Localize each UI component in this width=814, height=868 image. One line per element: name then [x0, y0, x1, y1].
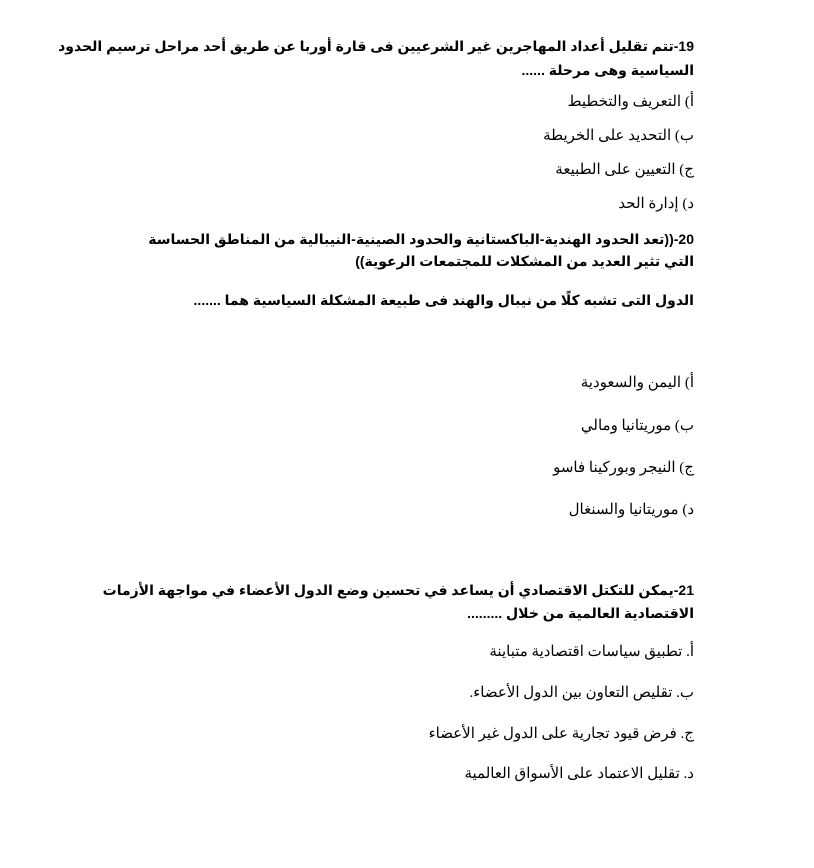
q21-stem-line2: الاقتصادية العالمية من خلال ......... [467, 605, 694, 621]
q21-option-a: أ. تطبيق سياسات اقتصادية متباينة [489, 644, 694, 660]
q20-stem-line2: التي تثير العديد من المشكلات للمجتمعات الرعوية)) [355, 253, 694, 269]
q21-stem-line1: 21-يمكن للتكتل الاقتصادي أن يساعد في تحسين وضع الدول الأعضاء في مواجهة الأزمات [102, 582, 694, 598]
q20-option-c: ج) النيجر وبوركينا فاسو [553, 460, 694, 476]
q20-option-d: د) موريتانيا والسنغال [568, 502, 694, 518]
q19-stem-line1: 19-تتم تقليل أعداد المهاجرين غير الشرعيين فى قارة أوربا عن طريق أحد مراحل ترسيم الحدود [58, 38, 694, 54]
q19-option-b: ب) التحديد على الخريطة [543, 128, 694, 144]
q19-stem-line2: السياسية وهى مرحلة ...... [521, 62, 694, 78]
q20-stem-line3: الدول التى تشبه كلًا من نيبال والهند فى طبيعة المشكلة السياسية هما ....... [193, 292, 694, 308]
q19-option-d: د) إدارة الحد [618, 196, 694, 212]
q20-stem-line1: 20-((تعد الحدود الهندية-الباكستانية والحدود الصينية-النيبالية من المناطق الحساسة [148, 231, 694, 247]
q20-option-b: ب) موريتانيا ومالي [580, 418, 694, 434]
q21-option-d: د. تقليل الاعتماد على الأسواق العالمية [464, 766, 694, 782]
q19-option-c: ج) التعيين على الطبيعة [555, 162, 694, 178]
q20-option-a: أ) اليمن والسعودية [580, 375, 694, 391]
q21-option-b: ب. تقليص التعاون بين الدول الأعضاء. [469, 685, 694, 701]
q21-option-c: ج. فرض قيود تجارية على الدول غير الأعضاء [428, 726, 694, 742]
q19-option-a: أ) التعريف والتخطيط [567, 94, 694, 110]
